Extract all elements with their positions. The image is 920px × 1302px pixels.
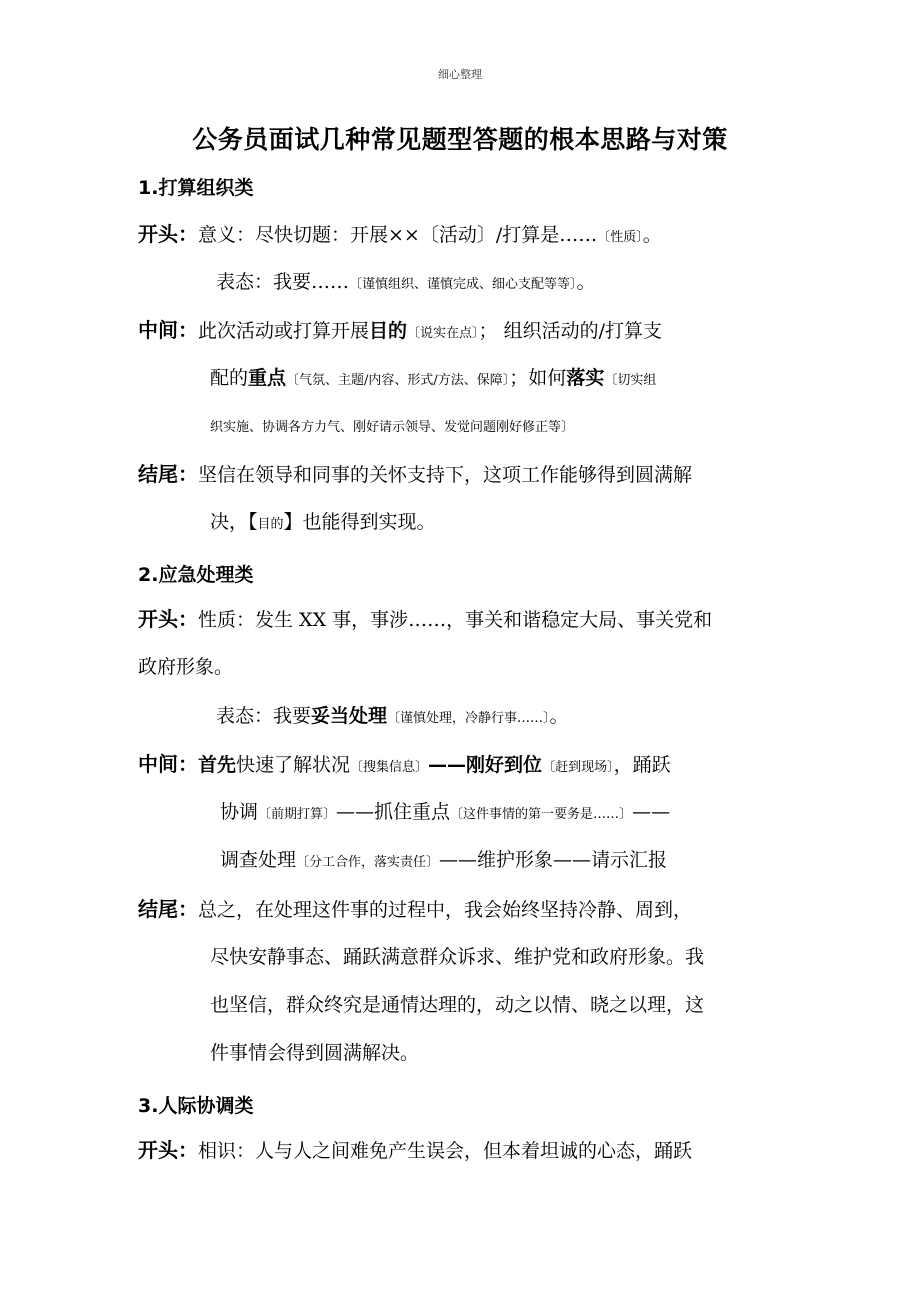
- s2-middle-line3: 调查处理〔分工合作，落实责任〕——维护形象——请示汇报: [220, 849, 668, 871]
- document-title: 公务员面试几种常见题型答题的根本思路与对策: [192, 125, 728, 154]
- label-middle: 中间：: [138, 318, 198, 342]
- s1-opening-line1: 开头：意义：尽快切题：开展××〔活动〕/打算是……〔性质〕。: [138, 222, 662, 246]
- section-heading-2: 2.应急处理类: [138, 564, 254, 586]
- s2-ending-line1: 结尾：总之，在处理这件事的过程中，我会始终坚持冷静、周到，: [138, 897, 693, 921]
- s2-opening-line1: 开头：性质：发生 XX 事，事涉……，事关和谐稳定大局、事关党和: [138, 607, 713, 631]
- label-opening: 开头：: [138, 1138, 198, 1162]
- s2-ending-line3: 也坚信，群众终究是通情达理的，动之以情、晓之以理，这: [210, 994, 705, 1016]
- s2-ending-line2: 尽快安静事态、踊跃满意群众诉求、维护党和政府形象。我: [210, 946, 705, 968]
- label-middle: 中间：: [138, 752, 198, 776]
- s1-middle-line1: 中间：此次活动或打算开展目的〔说实在点〕； 组织活动的/打算支: [138, 318, 662, 342]
- label-ending: 结尾：: [138, 897, 198, 921]
- s3-opening-line1: 开头：相识：人与人之间难免产生误会，但本着坦诚的心态，踊跃: [138, 1138, 693, 1162]
- section-heading-1: 1.打算组织类: [138, 177, 254, 199]
- s1-ending-line1: 结尾：坚信在领导和同事的关怀支持下，这项工作能够得到圆满解: [138, 462, 693, 486]
- label-opening: 开头：: [138, 607, 198, 631]
- header-note: 细心整理: [438, 68, 482, 81]
- section-heading-3: 3.人际协调类: [138, 1095, 254, 1117]
- s1-middle-line2: 配的重点〔气氛、主题/内容、形式/方法、保障〕；如何落实〔切实组: [210, 367, 657, 389]
- s2-middle-line2: 协调〔前期打算〕——抓住重点〔这件事情的第一要务是……〕——: [220, 801, 671, 823]
- s2-attitude-line: 表态：我要妥当处理〔谨慎处理，冷静行事……〕。: [216, 705, 569, 727]
- s1-attitude-line: 表态：我要……〔谨慎组织、谨慎完成、细心支配等等〕。: [216, 271, 596, 293]
- label-opening: 开头：: [138, 222, 198, 246]
- s1-ending-line2: 决，【目的】也能得到实现。: [210, 511, 436, 533]
- s2-opening-line2: 政府形象。: [138, 656, 234, 678]
- s1-middle-line3: 织实施、协调各方力气、刚好请示领导、发觉问题刚好修正等〕: [210, 420, 575, 435]
- s2-middle-line1: 中间：首先快速了解状况〔搜集信息〕——刚好到位〔赶到现场〕，踊跃: [138, 752, 671, 776]
- label-ending: 结尾：: [138, 462, 198, 486]
- s2-ending-line4: 件事情会得到圆满解决。: [210, 1042, 420, 1064]
